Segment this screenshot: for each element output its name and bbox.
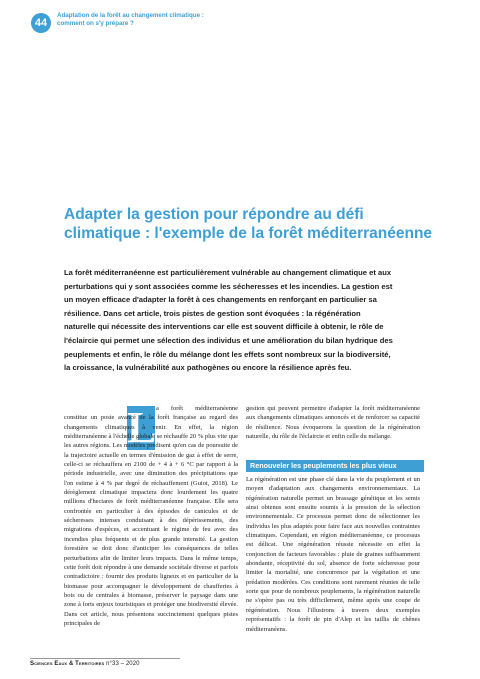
footer-rule	[30, 658, 180, 659]
page-number-badge: 44	[31, 13, 51, 33]
body-column-left: a forêt méditerranéenne constitue un poste avancé de la forêt française au regard des changements climatiques à venir. En effet, la région méditerranéenne à l'échelle globale se réchauffe 20 % plus vite que les autres régions. Les modèles prédisent qu'en cas de poursuite de la trajectoire actuelle en termes d'émission de gaz à effet de serre, celle-ci se réchauffera en 2100 de + 4 à + 6 °C par rapport à la période industrielle, avec une diminution des précipitations que l'on estime à 4 % par degré de réchauffement (Guiot, 2018). Le dérèglement climatique impactera donc lourdement les quatre millions d'hectares de forêt méditerranéenne française. Elle sera confrontée en particulier à des épisodes de canicules et de sécheresses intenses conduisant à des dépérissements, des migrations d'espèces, et accentuant le régime de feu avec des incendies plus fréquents et de plus grande intensité. La gestion forestière se doit donc d'anticiper les conséquences de telles perturbations afin de limiter leurs impacts. Dans le même temps, cette forêt doit répondre à une demande sociétale diverse et parfois contradictoire : fournir des produits ligneux et en particulier de la biomasse pour accompagner le développement de chaufferies à bois ou de centrales à biomasse, préserver le paysage dans une zone à forts enjeux touristiques et protéger une biodiversité élevée. Dans cet article, nous présentons succinctement quelques pistes principales de	[64, 405, 238, 627]
article-title: Adapter la gestion pour répondre au défi climatique : l'exemple de la forêt méditerranéenne	[64, 206, 433, 242]
body-column-right-bottom: La régénération est une phase clé dans la vie du peuplement et un moyen d'adaptation aux changements environnementaux. La régénération naturelle permet un brassage génétique et les semis ainsi obtenus sont ensuite soumis à la pression de la sélection environnementale. Ce processus permet donc de sélectionner les individus les plus adaptés pour faire face aux nouvelles contraintes climatiques. Cependant, en région méditerranéenne, ce processus est délicat. Une régénération réussie nécessite en effet la conjonction de facteurs favorables : pluie de graines suffisamment abondante, réceptivité du sol, absence de forte sécheresse pour limiter la mortalité, une concurrence par la végétation et une prédation modérées. Ces conditions sont rarement réunies de telle sorte que pour de nombreux peuplements, la régénération naturelle ne s'opère pas ou très difficilement, même après une coupe de régénération. Nous l'illustrons à travers deux exemples représentatifs : la forêt de pin d'Alep et les taillis de chênes méditerranéens.	[246, 476, 420, 633]
running-header: Adaptation de la forêt au changement climatique : comment on s'y prépare ?	[57, 12, 204, 27]
footer-issue: n°33 – 2020	[106, 661, 140, 667]
section-heading: Renouveler les peuplements les plus vieux	[246, 460, 424, 472]
footer	[30, 661, 140, 667]
body-column-right-top: gestion qui peuvent permettre d'adapter la forêt méditerranéenne aux changements climatiques annoncés et de renforcer sa capacité de résilience. Nous évoquerons la question de la régénération naturelle, du rôle de l'éclaircie et enfin celle du mélange.	[246, 405, 420, 441]
drop-cap: L	[127, 403, 157, 452]
article-intro: La forêt méditerranéenne est particulièrement vulnérable au changement climatique et aux perturbations qui y sont associées comme les sécheresses et les incendies. La gestion est un moyen efficace d'adapter la forêt à ces changements en renforçant en particulier sa résilience. Dans cet article, trois pistes de gestion sont évoquées : la régénération naturelle qui nécessite des interventions car elle est souvent difficile à obtenir, le rôle de l'éclaircie qui permet une sélection des individus et une amélioration du bilan hydrique des peuplements et enfin, le rôle du mélange dont les effets sont nombreux sur la biodiversité, la croissance, la vulnérabilité aux pathogènes ou encore la résilience après feu.	[64, 268, 393, 373]
footer-journal: Sciences Eaux & Territoires	[30, 661, 105, 667]
